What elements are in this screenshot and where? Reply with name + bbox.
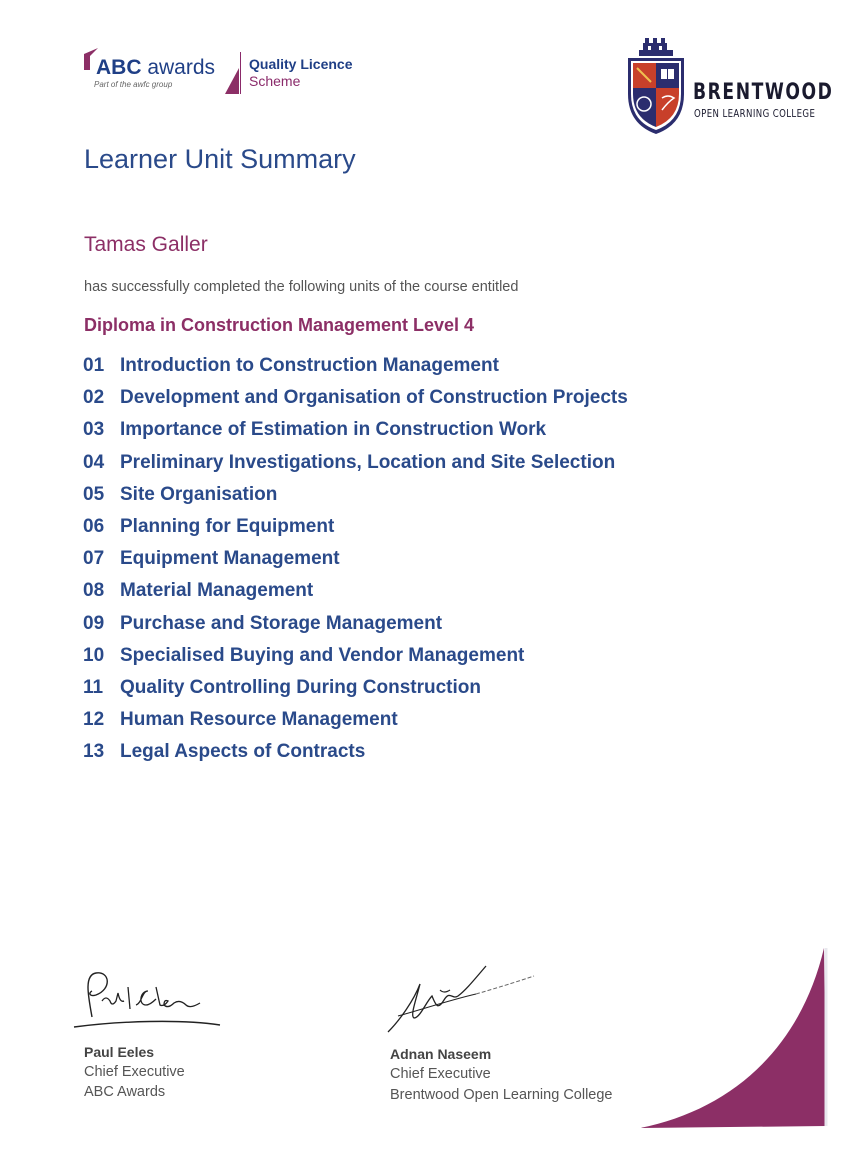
unit-title: Legal Aspects of Contracts — [120, 741, 366, 763]
abc-brand-name: ABC awards — [96, 56, 216, 79]
completion-statement: has successfully completed the following units of the course entitled — [84, 279, 519, 295]
unit-title: Preliminary Investigations, Location and Site Selection — [120, 451, 616, 473]
unit-item — [83, 580, 723, 612]
unit-title: Development and Organisation of Construction Projects — [120, 387, 628, 409]
signatory-2-organisation: Brentwood Open Learning College — [390, 1087, 613, 1103]
quality-licence-label: Quality Licence — [249, 56, 353, 72]
unit-title: Purchase and Storage Management — [120, 612, 443, 634]
signatory-2-name: Adnan Naseem — [390, 1046, 492, 1062]
unit-number: 01 — [83, 355, 105, 376]
brentwood-crest-icon — [625, 38, 687, 136]
paul-eeles-signature — [70, 965, 230, 1037]
abc-tagline: Part of the awfc group — [94, 80, 173, 89]
unit-number: 06 — [83, 515, 105, 537]
unit-item — [83, 387, 723, 419]
unit-item — [83, 452, 723, 484]
unit-title: Material Management — [120, 580, 314, 602]
course-title: Diploma in Construction Management Level 4 — [84, 315, 475, 335]
scheme-label: Scheme — [249, 73, 301, 89]
unit-number: 04 — [83, 451, 105, 473]
abc-awards-logo — [84, 46, 374, 102]
unit-item — [83, 709, 723, 741]
unit-item — [83, 741, 723, 773]
unit-title: Importance of Estimation in Construction Work — [120, 419, 547, 441]
unit-number: 08 — [83, 580, 105, 602]
adnan-naseem-signature — [380, 960, 540, 1040]
unit-title: Site Organisation — [120, 483, 278, 505]
corner-swoosh-decoration — [640, 940, 830, 1135]
page-title: Learner Unit Summary — [84, 144, 356, 174]
unit-item — [83, 484, 723, 516]
unit-list — [83, 355, 723, 773]
unit-title: Equipment Management — [120, 548, 340, 570]
brentwood-logo — [625, 38, 834, 138]
unit-number: 02 — [83, 387, 105, 409]
unit-title: Quality Controlling During Construction — [120, 676, 481, 698]
abc-accent-triangle-icon — [225, 68, 239, 94]
learner-name: Tamas Galler — [84, 233, 208, 256]
unit-title: Introduction to Construction Management — [120, 355, 499, 376]
unit-title: Human Resource Management — [120, 709, 398, 731]
unit-number: 13 — [83, 741, 105, 763]
unit-item — [83, 548, 723, 580]
signatory-1-role: Chief Executive — [84, 1064, 185, 1080]
unit-item — [83, 516, 723, 548]
unit-number: 05 — [83, 483, 105, 505]
brentwood-subtitle: OPEN LEARNING COLLEGE — [694, 107, 816, 120]
signatory-1-name: Paul Eeles — [84, 1044, 155, 1060]
unit-number: 03 — [83, 419, 105, 441]
unit-item — [83, 645, 723, 677]
unit-item — [83, 613, 723, 645]
signatory-2-role: Chief Executive — [390, 1066, 491, 1082]
unit-title: Specialised Buying and Vendor Management — [120, 644, 525, 666]
unit-item — [83, 677, 723, 709]
unit-number: 07 — [83, 548, 105, 570]
unit-item — [83, 419, 723, 451]
unit-item — [83, 355, 723, 387]
signatory-1-organisation: ABC Awards — [84, 1084, 166, 1100]
unit-title: Planning for Equipment — [120, 515, 335, 537]
unit-number: 09 — [83, 612, 105, 634]
unit-number: 11 — [83, 676, 104, 698]
abc-logo-divider — [240, 52, 241, 94]
unit-number: 12 — [83, 709, 105, 731]
brentwood-name: BRENTWOOD — [693, 80, 834, 105]
unit-number: 10 — [83, 644, 105, 666]
